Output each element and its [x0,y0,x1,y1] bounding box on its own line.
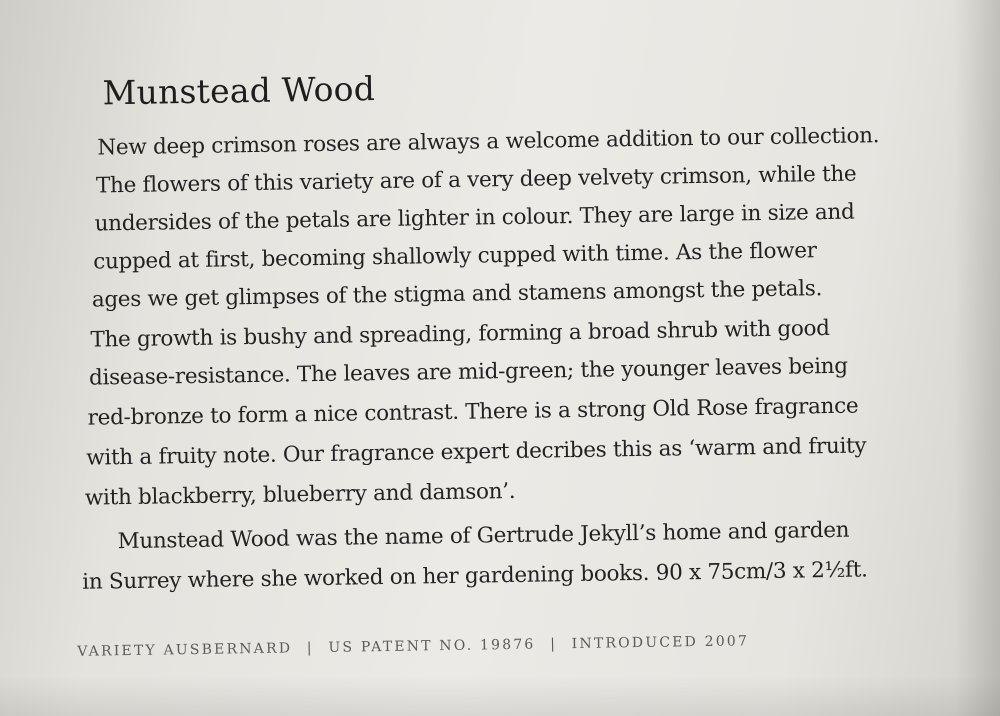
paragraph-1-line-8: red-bronze to form a nice contrast. There is a strong Old Rose fragrance [87,393,859,431]
footer-separator: | [550,636,558,653]
introduced-year: INTRODUCED 2007 [571,633,750,653]
variety-code: VARIETY AUSBERNARD [77,640,293,660]
paragraph-1-line-2: The flowers of this variety are of a very deep velvety crimson, while the [95,161,857,199]
page-edge-shadow [954,0,1000,716]
page-title: Munstead Wood [102,69,376,113]
paragraph-1-line-10: with blackberry, blueberry and damson’. [84,478,516,511]
paragraph-1-line-1: New deep crimson roses are always a welcome addition to our collection. [97,123,880,161]
paragraph-1-line-5: ages we get glimpses of the stigma and stamens amongst the petals. [91,276,823,313]
paragraph-2-line-1: Munstead Wood was the name of Gertrude Jekyll’s home and garden [117,517,850,555]
paragraph-1-line-4: cupped at first, becoming shallowly cupped with time. As the flower [93,238,817,275]
paragraph-1-line-9: with a fruity note. Our fragrance expert decribes this as ‘warm and fruity [86,433,867,471]
paragraph-1-line-3: undersides of the petals are lighter in colour. They are large in size and [94,199,855,237]
paragraph-1-line-7: disease-resistance. The leaves are mid-green; the younger leaves being [88,353,848,391]
rose-description [62,42,972,696]
paragraph-1-line-6: The growth is bushy and spreading, forming a broad shrub with good [90,315,830,353]
patent-number: US PATENT NO. 19876 [328,636,536,656]
paragraph-2-line-2: in Surrey where she worked on her gardening books. 90 x 75cm/3 x 2½ft. [82,557,868,595]
footer-credits [77,633,749,660]
page-bottom-shadow [0,676,1000,716]
footer-separator: | [306,640,314,657]
